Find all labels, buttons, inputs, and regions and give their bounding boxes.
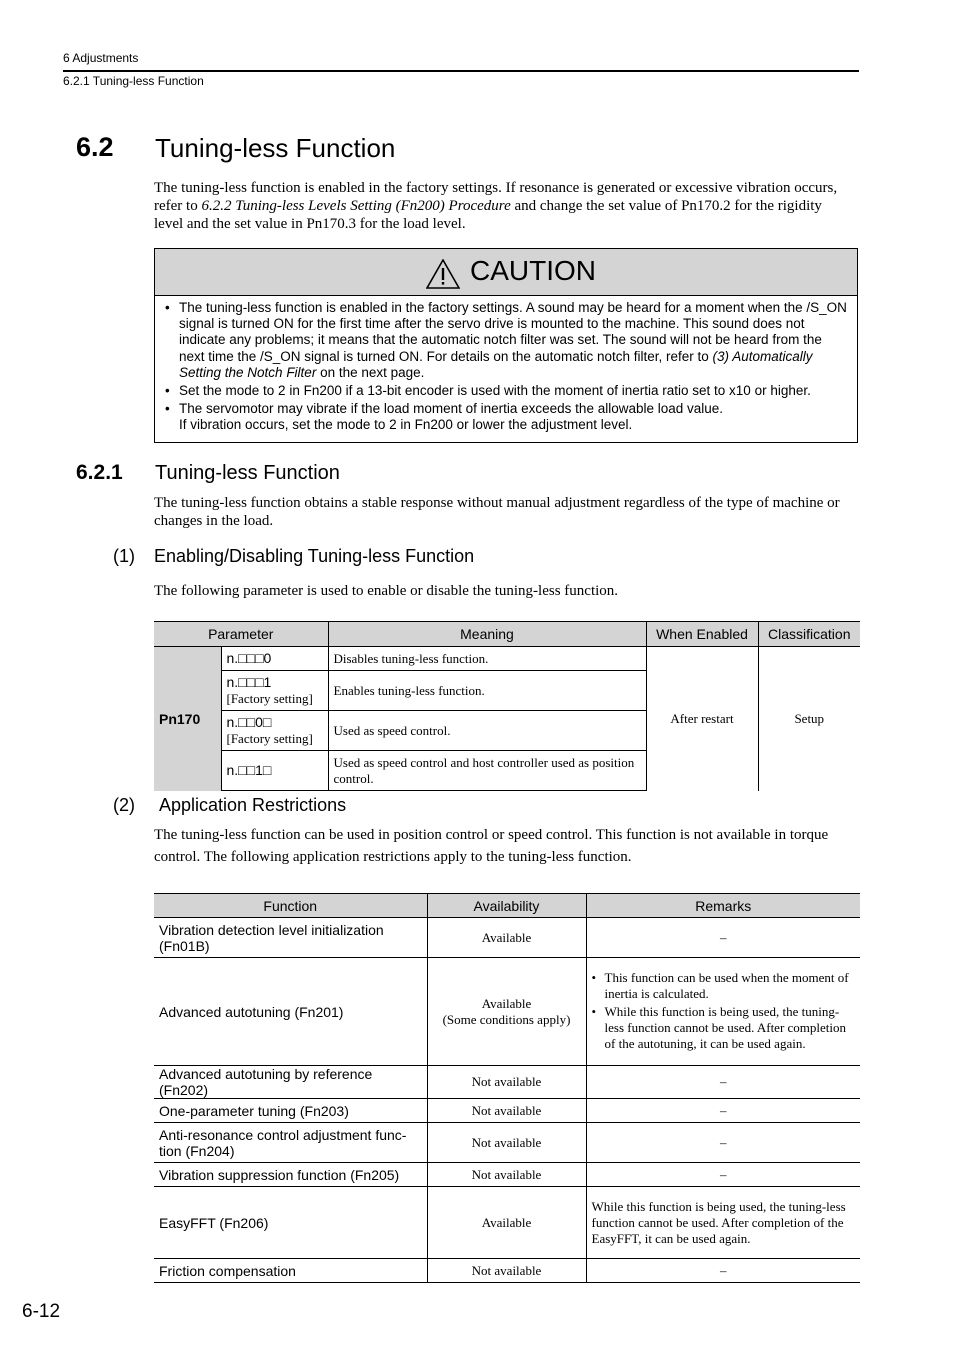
section-title: Tuning-less Function [155, 133, 396, 163]
caution-item [165, 300, 851, 381]
remarks-value [586, 958, 860, 1066]
restrictions-table-header [154, 894, 860, 918]
caution-item-1-text-b: on the next page. [316, 364, 425, 380]
availability-value: Not available [427, 1123, 586, 1163]
parameter-meaning: Enables tuning-less function. [328, 671, 646, 711]
subsection-title: Tuning-less Function [155, 462, 340, 484]
table-row [154, 1163, 860, 1187]
column-header-availability: Availability [427, 894, 586, 918]
enable-intro: The following parameter is used to enable or disable the tuning-less function. [154, 583, 619, 599]
when-enabled-value: After restart [646, 647, 758, 791]
caution-box [154, 248, 858, 443]
running-header-section: 6.2.1 Tuning-less Function [63, 74, 204, 88]
column-header-when-enabled: When Enabled [646, 622, 758, 647]
page-number: 6-12 [22, 1301, 61, 1322]
caution-item-3-text-b: If vibration occurs, set the mode to 2 in Fn200 or lower the adjustment level. [179, 417, 633, 433]
function-name: Advanced autotuning by reference (Fn202) [154, 1066, 427, 1099]
parameter-code: n.□□1□ [221, 751, 328, 791]
table-row [154, 918, 860, 958]
remarks-value: While this function is being used, the tuning-less function cannot be used. After completion of the EasyFFT, it can be used again. [586, 1187, 860, 1259]
table-row [154, 1187, 860, 1259]
availability-value: Not available [427, 1163, 586, 1187]
parameter-table [154, 621, 860, 791]
factory-setting-label: [Factory setting] [226, 691, 313, 706]
remarks-value: – [586, 1123, 860, 1163]
column-header-meaning: Meaning [328, 622, 646, 647]
remarks-list-item: • This function can be used when the moment of inertia is calculated. [592, 970, 856, 1002]
column-header-parameter: Parameter [154, 622, 328, 647]
header-rule [63, 70, 859, 72]
parameter-code: n.□□□1 [226, 674, 272, 690]
function-name: Advanced autotuning (Fn201) [154, 958, 427, 1066]
parameter-code-cell [221, 711, 328, 751]
enable-heading: Enabling/Disabling Tuning-less Function [154, 546, 475, 566]
parameter-meaning: Used as speed control and host controller used as position control. [328, 751, 646, 791]
table-row [154, 1066, 860, 1099]
classification-value: Setup [758, 647, 860, 791]
section-intro-reference[interactable]: 6.2.2 Tuning-less Levels Setting (Fn200) Procedure [201, 198, 511, 214]
availability-value: Not available [427, 1099, 586, 1123]
section-number: 6.2 [76, 132, 114, 162]
parameter-meaning: Disables tuning-less function. [328, 647, 646, 671]
section-intro [154, 179, 854, 233]
remarks-value: – [586, 1099, 860, 1123]
function-name: Vibration detection level initialization (Fn01B) [154, 918, 427, 958]
caution-item-3-text-a: • The servomotor may vibrate if the load moment of inertia exceeds the allowable load value. [179, 401, 724, 417]
factory-setting-label: [Factory setting] [226, 731, 313, 746]
remarks-value: – [586, 1163, 860, 1187]
column-header-classification: Classification [758, 622, 860, 647]
remarks-value: – [586, 1066, 860, 1099]
caution-header [155, 249, 857, 296]
availability-value: Not available [427, 1066, 586, 1099]
remarks-value: – [586, 1259, 860, 1283]
table-row [154, 647, 860, 671]
caution-item-2-text: Set the mode to 2 in Fn200 if a 13-bit encoder is used with the moment of inertia ratio set to x10 or higher. [179, 383, 811, 399]
remarks-value: – [586, 918, 860, 958]
caution-item-1-reference[interactable]: (3) Automatically Setting the Notch Filter [179, 348, 813, 380]
caution-item-1-text-a: The tuning-less function is enabled in the factory settings. A sound may be heard for a moment when the /S_ON signal is turned ON for the first time after the servo drive is mounted to the machine. This sound does not indicate any problems; it means that the automatic notch filter was set. The sound will not be heard from the next time the /S_ON signal is turned ON. For details on the automatic notch filter, refer to [179, 300, 847, 364]
column-header-remarks: Remarks [586, 894, 860, 918]
parameter-code: n.□□0□ [226, 714, 272, 730]
restrict-heading-number: (2) [113, 795, 135, 815]
parameter-meaning: Used as speed control. [328, 711, 646, 751]
warning-triangle-icon [426, 259, 460, 294]
parameter-code: n.□□□0 [221, 647, 328, 671]
caution-item [165, 383, 851, 399]
parameter-table-header [154, 622, 860, 647]
function-name: Vibration suppression function (Fn205) [154, 1163, 427, 1187]
availability-value: Available [427, 1187, 586, 1259]
table-row [154, 1259, 860, 1283]
caution-title: CAUTION [470, 255, 596, 286]
table-row [154, 1099, 860, 1123]
restrict-intro: The tuning-less function can be used in position control or speed control. This function is not available in torque control. The following application restrictions apply to the tuning-less function. [154, 827, 829, 865]
subsection-number: 6.2.1 [76, 461, 123, 484]
section-intro-text-a: The tuning-less function is enabled in the factory settings. If resonance is generated or excessive vibration occurs, refer to [154, 180, 838, 214]
enable-heading-number: (1) [113, 546, 135, 566]
table-row [154, 958, 860, 1066]
table-row [154, 1123, 860, 1163]
parameter-code-cell [221, 671, 328, 711]
caution-body [155, 296, 857, 434]
function-name: EasyFFT (Fn206) [154, 1187, 427, 1259]
function-name: One-parameter tuning (Fn203) [154, 1099, 427, 1123]
availability-value: Not available [427, 1259, 586, 1283]
remarks-list-item: • While this function is being used, the tuning-less function cannot be used. After completion of the autotuning, it can be used again. [592, 1004, 856, 1052]
availability-value: Available (Some conditions apply) [427, 958, 586, 1066]
column-header-function: Function [154, 894, 427, 918]
function-name: Friction compensation [154, 1259, 427, 1283]
caution-item [165, 401, 851, 433]
function-name: Anti-resonance control adjustment func-tion (Fn204) [154, 1123, 427, 1163]
restrictions-table [154, 893, 860, 1283]
section-intro-text-b: and change the set value of Pn170.2 for the rigidity level and the set value in Pn170.3 for the load level. [154, 198, 822, 232]
subsection-intro: The tuning-less function obtains a stable response without manual adjustment regardless of the type of machine or changes in the load. [154, 495, 840, 529]
availability-value: Available [427, 918, 586, 958]
running-header-chapter: 6 Adjustments [63, 51, 139, 65]
restrict-heading: Application Restrictions [159, 795, 347, 815]
parameter-number: Pn170 [154, 647, 221, 791]
